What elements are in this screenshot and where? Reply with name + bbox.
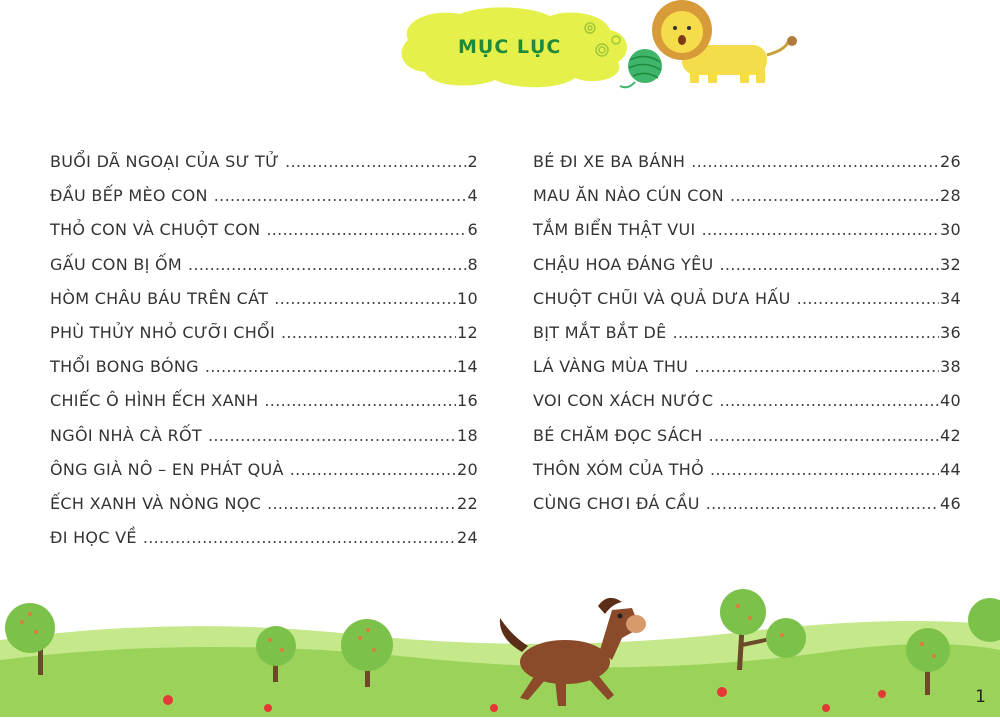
- toc-entry-page: 28: [940, 186, 961, 206]
- toc-leader-dots: [281, 323, 456, 342]
- toc-entry-title: THÔN XÓM CỦA THỎ: [533, 459, 704, 479]
- toc-entry[interactable]: [533, 494, 961, 528]
- toc-entry-title: NGÔI NHÀ CÀ RỐT: [50, 425, 202, 445]
- toc-entry-title: BÉ CHĂM ĐỌC SÁCH: [533, 425, 703, 445]
- toc-entry-title: LÁ VÀNG MÙA THU: [533, 357, 689, 377]
- toc-entry-title: ĐI HỌC VỀ: [50, 528, 137, 548]
- toc-entry-page: 2: [467, 152, 478, 171]
- meadow-illustration: [0, 580, 1000, 717]
- toc-entry[interactable]: [50, 494, 478, 528]
- toc-entry-title: CHẬU HOA ĐÁNG YÊU: [533, 254, 714, 274]
- toc-entry-page: 16: [457, 391, 478, 411]
- toc-entry[interactable]: [533, 255, 961, 289]
- page-number: 1: [975, 687, 986, 707]
- toc-entry-title: BÉ ĐI XE BA BÁNH: [533, 152, 686, 171]
- toc-entry-title: ĐẦU BẾP MÈO CON: [50, 186, 208, 206]
- toc-entry-page: 12: [457, 322, 478, 342]
- toc-entry[interactable]: [50, 528, 478, 562]
- toc-entry-page: 20: [457, 459, 478, 479]
- toc-entry[interactable]: [533, 323, 961, 357]
- toc-entry-page: 18: [457, 425, 478, 445]
- toc-leader-dots: [702, 220, 939, 239]
- toc-entry-page: 14: [457, 357, 478, 377]
- banner-art: [390, 0, 810, 100]
- toc-leader-dots: [188, 255, 466, 274]
- toc-entry-title: THỔI BONG BÓNG: [50, 357, 199, 377]
- toc-leader-dots: [274, 289, 456, 308]
- toc-entry[interactable]: [533, 289, 961, 323]
- toc-leader-dots: [720, 255, 940, 274]
- toc-entry[interactable]: [533, 357, 961, 391]
- toc-entry[interactable]: [533, 426, 961, 460]
- toc-entry-title: ÔNG GIÀ NÔ – EN PHÁT QUÀ: [50, 459, 284, 479]
- toc-leader-dots: [290, 460, 456, 479]
- toc-leader-dots: [730, 186, 939, 205]
- toc-entry[interactable]: [533, 152, 961, 186]
- toc-entry-page: 4: [467, 186, 478, 206]
- toc-entry-page: 10: [457, 288, 478, 308]
- toc-leader-dots: [719, 391, 939, 410]
- toc-entry-page: 22: [457, 493, 478, 513]
- toc-entry[interactable]: [533, 391, 961, 425]
- toc-leader-dots: [797, 289, 939, 308]
- toc-leader-dots: [694, 357, 939, 376]
- toc-leader-dots: [706, 494, 939, 513]
- toc-entry[interactable]: [533, 220, 961, 254]
- toc-entry-page: 38: [940, 357, 961, 377]
- toc-entry-page: 42: [940, 425, 961, 445]
- toc-left-column: [50, 152, 478, 562]
- toc-entry-page: 8: [467, 254, 478, 274]
- toc-leader-dots: [709, 426, 939, 445]
- toc-entry-title: MAU ĂN NÀO CÚN CON: [533, 186, 724, 206]
- toc-leader-dots: [691, 152, 939, 171]
- meadow-art: [0, 580, 1000, 717]
- toc-entry-page: 6: [467, 220, 478, 240]
- toc-right-column: [533, 152, 961, 528]
- toc-entry-title: GẤU CON BỊ ỐM: [50, 254, 183, 274]
- toc-leader-dots: [285, 152, 466, 171]
- toc-entry[interactable]: [50, 357, 478, 391]
- toc-leader-dots: [214, 186, 467, 205]
- toc-entry-title: THỎ CON VÀ CHUỘT CON: [50, 220, 261, 240]
- toc-leader-dots: [267, 494, 456, 513]
- toc-entry-title: BUỔI DÃ NGOẠI CỦA SƯ TỬ: [50, 152, 280, 171]
- toc-entry-page: 24: [457, 528, 478, 548]
- toc-entry-title: VOI CON XÁCH NƯỚC: [533, 391, 714, 411]
- toc-entry-page: 34: [940, 288, 961, 308]
- toc-entry-page: 40: [940, 391, 961, 411]
- toc-entry-title: ẾCH XANH VÀ NÒNG NỌC: [50, 493, 262, 513]
- toc-entry-page: 46: [940, 493, 961, 513]
- toc-entry-title: CHIẾC Ô HÌNH ẾCH XANH: [50, 391, 259, 411]
- toc-leader-dots: [673, 323, 939, 342]
- toc-entry[interactable]: [50, 460, 478, 494]
- toc-entry[interactable]: [50, 152, 478, 186]
- toc-entry[interactable]: [50, 255, 478, 289]
- toc-leader-dots: [143, 528, 456, 547]
- toc-entry[interactable]: [50, 220, 478, 254]
- page-title: MỤC LỤC: [458, 36, 562, 58]
- toc-entry[interactable]: [50, 426, 478, 460]
- toc-leader-dots: [710, 460, 939, 479]
- toc-entry[interactable]: [50, 323, 478, 357]
- toc-entry-title: HÒM CHÂU BÁU TRÊN CÁT: [50, 288, 269, 308]
- toc-leader-dots: [208, 426, 456, 445]
- yarn-ball-icon: [620, 49, 662, 87]
- toc-entry[interactable]: [533, 460, 961, 494]
- toc-entry-title: CHUỘT CHŨI VÀ QUẢ DƯA HẤU: [533, 288, 791, 308]
- toc-entry-page: 30: [940, 220, 961, 240]
- toc-entry[interactable]: [50, 289, 478, 323]
- toc-entry-title: TẮM BIỂN THẬT VUI: [533, 220, 696, 240]
- toc-entry-title: CÙNG CHƠI ĐÁ CẦU: [533, 493, 700, 513]
- toc-leader-dots: [264, 391, 456, 410]
- header-banner: [390, 0, 810, 100]
- toc-leader-dots: [266, 220, 466, 239]
- toc-leader-dots: [205, 357, 456, 376]
- toc-entry[interactable]: [533, 186, 961, 220]
- toc-entry-title: BỊT MẮT BẮT DÊ: [533, 322, 667, 342]
- toc-entry-page: 36: [940, 322, 961, 342]
- toc-entry-page: 32: [940, 254, 961, 274]
- toc-entry[interactable]: [50, 186, 478, 220]
- toc-entry-title: PHÙ THỦY NHỎ CƯỠI CHỔI: [50, 322, 275, 342]
- lion-icon: [652, 0, 797, 83]
- toc-entry-page: 26: [940, 152, 961, 171]
- toc-entry[interactable]: [50, 391, 478, 425]
- toc-entry-page: 44: [940, 459, 961, 479]
